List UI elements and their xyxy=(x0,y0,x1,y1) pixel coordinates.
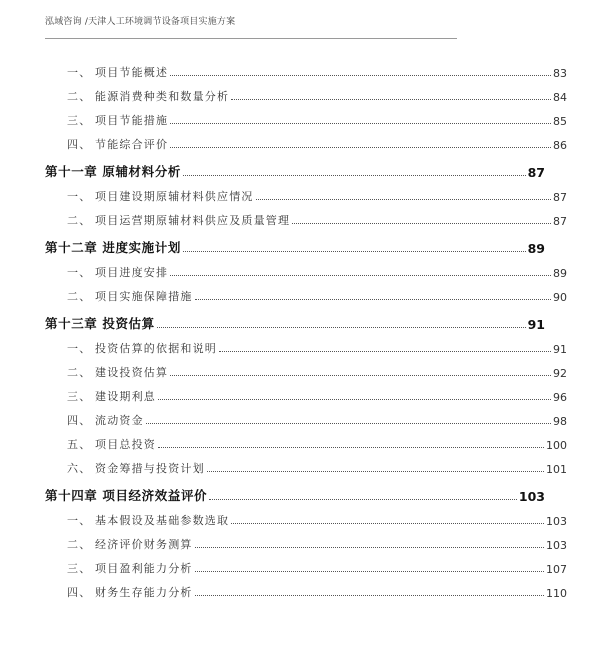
toc-entry-title: 项目盈利能力分析 xyxy=(95,562,193,575)
toc-entry-title: 项目运营期原辅材料供应及质量管理 xyxy=(95,214,291,227)
toc-entry-number: 二、 xyxy=(67,214,92,227)
toc-chapter-entry[interactable] xyxy=(0,238,589,256)
toc-page-number: 96 xyxy=(553,391,567,404)
dot-leader xyxy=(207,470,544,472)
toc-section-entry[interactable] xyxy=(0,212,611,228)
toc-entry-label xyxy=(45,238,181,256)
dot-leader xyxy=(157,326,526,328)
toc-page-number: 89 xyxy=(527,241,545,256)
dot-leader xyxy=(219,350,551,352)
toc-chapter-entry[interactable] xyxy=(0,314,589,332)
dot-leader xyxy=(158,398,551,400)
toc-page-number: 100 xyxy=(546,439,567,452)
toc-page-number: 101 xyxy=(546,463,567,476)
dot-leader xyxy=(170,374,551,376)
toc-section-entry[interactable] xyxy=(0,112,611,128)
toc-entry-title: 项目建设期原辅材料供应情况 xyxy=(95,190,254,203)
toc-page-number: 103 xyxy=(518,489,545,504)
toc-entry-title: 投资估算 xyxy=(102,316,155,331)
toc-entry-title: 项目经济效益评价 xyxy=(102,488,208,503)
toc-entry-number: 一、 xyxy=(67,66,92,79)
toc-entry-label xyxy=(67,388,156,404)
toc-entry-number: 一、 xyxy=(67,342,92,355)
toc-entry-number: 五、 xyxy=(67,438,92,451)
toc-page-number: 103 xyxy=(546,539,567,552)
toc-page-number: 85 xyxy=(553,115,567,128)
toc-entry-label xyxy=(67,460,205,476)
toc-entry-number: 一、 xyxy=(67,514,92,527)
toc-chapter-entry[interactable] xyxy=(0,162,589,180)
toc-entry-label xyxy=(67,536,193,552)
toc-section-entry[interactable] xyxy=(0,136,611,152)
dot-leader xyxy=(195,546,544,548)
toc-chapter-entry[interactable] xyxy=(0,486,589,504)
toc-entry-number: 第十二章 xyxy=(45,240,98,255)
toc-entry-label xyxy=(67,584,193,600)
toc-page-number: 98 xyxy=(553,415,567,428)
toc-entry-label xyxy=(67,88,229,104)
toc-entry-number: 三、 xyxy=(67,114,92,127)
dot-leader xyxy=(170,74,551,76)
toc-section-entry[interactable] xyxy=(0,264,611,280)
toc-entry-title: 基本假设及基础参数选取 xyxy=(95,514,230,527)
toc-page-number: 110 xyxy=(546,587,567,600)
toc-section-entry[interactable] xyxy=(0,88,611,104)
dot-leader xyxy=(292,222,551,224)
toc-entry-number: 四、 xyxy=(67,138,92,151)
dot-leader xyxy=(158,446,544,448)
toc-entry-label xyxy=(67,136,168,152)
dot-leader xyxy=(195,594,544,596)
toc-entry-title: 项目节能措施 xyxy=(95,114,169,127)
dot-leader xyxy=(170,274,551,276)
toc-entry-label xyxy=(67,188,254,204)
toc-entry-label xyxy=(67,412,144,428)
dot-leader xyxy=(195,570,544,572)
toc-section-entry[interactable] xyxy=(0,512,611,528)
toc-section-entry[interactable] xyxy=(0,436,611,452)
toc-entry-label xyxy=(67,512,229,528)
toc-entry-number: 六、 xyxy=(67,462,92,475)
toc-entry-label xyxy=(45,314,155,332)
toc-entry-title: 建设投资估算 xyxy=(95,366,169,379)
toc-entry-label xyxy=(67,264,168,280)
toc-section-entry[interactable] xyxy=(0,188,611,204)
toc-page-number: 87 xyxy=(527,165,545,180)
toc-section-entry[interactable] xyxy=(0,584,611,600)
toc-entry-title: 原辅材料分析 xyxy=(102,164,181,179)
dot-leader xyxy=(146,422,551,424)
toc-entry-number: 四、 xyxy=(67,586,92,599)
toc-entry-label xyxy=(67,112,168,128)
dot-leader xyxy=(170,146,551,148)
toc-entry-label xyxy=(45,162,181,180)
toc-entry-label xyxy=(67,436,156,452)
toc-entry-number: 三、 xyxy=(67,390,92,403)
toc-section-entry[interactable] xyxy=(0,388,611,404)
toc-entry-number: 二、 xyxy=(67,290,92,303)
dot-leader xyxy=(209,498,517,500)
toc-entry-title: 项目总投资 xyxy=(95,438,156,451)
toc-entry-number: 二、 xyxy=(67,366,92,379)
toc-entry-label xyxy=(67,364,168,380)
toc-section-entry[interactable] xyxy=(0,460,611,476)
toc-page-number: 107 xyxy=(546,563,567,576)
dot-leader xyxy=(183,174,526,176)
toc-page-number: 91 xyxy=(527,317,545,332)
toc-section-entry[interactable] xyxy=(0,364,611,380)
toc-entry-title: 项目节能概述 xyxy=(95,66,169,79)
toc-entry-title: 投资估算的依据和说明 xyxy=(95,342,217,355)
toc-page-number: 84 xyxy=(553,91,567,104)
toc-entry-title: 能源消费种类和数量分析 xyxy=(95,90,230,103)
header-rule xyxy=(45,38,457,39)
toc-entry-number: 一、 xyxy=(67,266,92,279)
toc-entry-title: 节能综合评价 xyxy=(95,138,169,151)
toc-entry-number: 第十三章 xyxy=(45,316,98,331)
toc-entry-number: 第十一章 xyxy=(45,164,98,179)
toc-entry-number: 四、 xyxy=(67,414,92,427)
toc-entry-number: 第十四章 xyxy=(45,488,98,503)
toc-entry-label xyxy=(45,486,207,504)
dot-leader xyxy=(195,298,551,300)
toc-entry-title: 经济评价财务测算 xyxy=(95,538,193,551)
running-header: 泓域咨询 /天津人工环境调节设备项目实施方案 xyxy=(45,17,236,27)
toc-entry-label xyxy=(67,560,193,576)
toc-entry-label xyxy=(67,212,290,228)
toc-page-number: 87 xyxy=(553,215,567,228)
toc-entry-label xyxy=(67,288,193,304)
toc-page-number: 86 xyxy=(553,139,567,152)
toc-entry-number: 二、 xyxy=(67,538,92,551)
toc-entry-title: 资金筹措与投资计划 xyxy=(95,462,205,475)
toc-section-entry[interactable] xyxy=(0,560,611,576)
toc-page-number: 89 xyxy=(553,267,567,280)
toc-page-number: 90 xyxy=(553,291,567,304)
toc-section-entry[interactable] xyxy=(0,536,611,552)
toc-entry-title: 进度实施计划 xyxy=(102,240,181,255)
toc-page-number: 83 xyxy=(553,67,567,80)
toc-entry-title: 流动资金 xyxy=(95,414,144,427)
toc-entry-number: 三、 xyxy=(67,562,92,575)
toc-entry-title: 项目进度安排 xyxy=(95,266,169,279)
toc-section-entry[interactable] xyxy=(0,340,611,356)
toc-section-entry[interactable] xyxy=(0,412,611,428)
toc-entry-label xyxy=(67,64,168,80)
toc-page-number: 92 xyxy=(553,367,567,380)
toc-entry-title: 项目实施保障措施 xyxy=(95,290,193,303)
toc-entry-title: 财务生存能力分析 xyxy=(95,586,193,599)
dot-leader xyxy=(231,98,551,100)
toc-page-number: 103 xyxy=(546,515,567,528)
toc-page-number: 87 xyxy=(553,191,567,204)
toc-section-entry[interactable] xyxy=(0,64,611,80)
dot-leader xyxy=(170,122,551,124)
toc-entry-title: 建设期利息 xyxy=(95,390,156,403)
dot-leader xyxy=(231,522,544,524)
dot-leader xyxy=(256,198,551,200)
toc-entry-number: 二、 xyxy=(67,90,92,103)
toc-section-entry[interactable] xyxy=(0,288,611,304)
dot-leader xyxy=(183,250,526,252)
toc-page-number: 91 xyxy=(553,343,567,356)
toc-entry-number: 一、 xyxy=(67,190,92,203)
toc-entry-label xyxy=(67,340,217,356)
